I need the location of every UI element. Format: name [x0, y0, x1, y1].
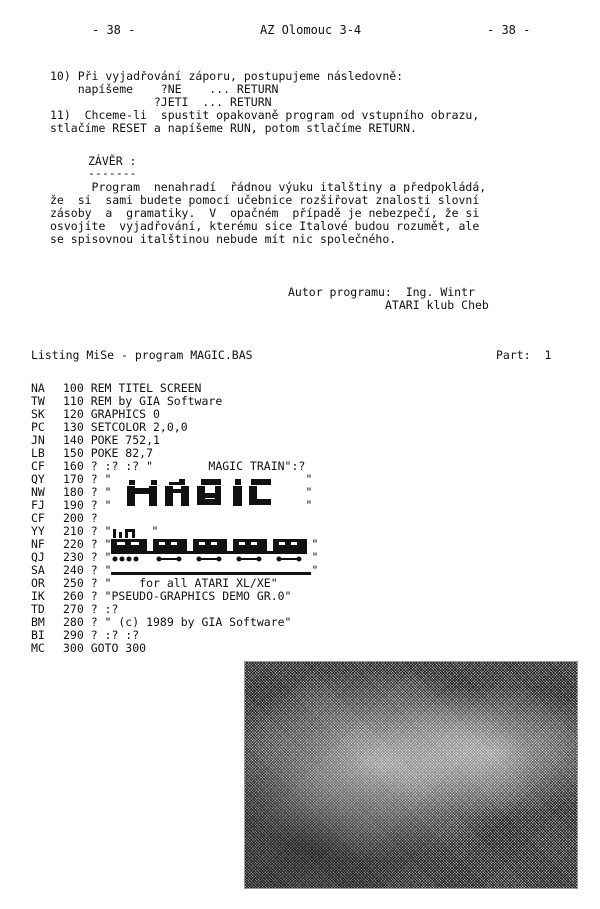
code-line: 250 ? " for all ATARI XL/XE" [63, 576, 278, 590]
checksum-code: SK [31, 407, 45, 421]
checksum-code: CF [31, 511, 45, 525]
conclusion-line: že si sami budete pomocí učebnice rozšiřovat znalosti slovní [50, 193, 480, 207]
checksum-code: QY [31, 472, 45, 486]
code-line: 160 ? :? :? " MAGIC TRAIN":? [63, 459, 306, 473]
code-line: 280 ? " (c) 1989 by GIA Software" [63, 615, 292, 629]
instruction-line: stlačíme RESET a napíšeme RUN, potom stlačíme RETURN. [50, 121, 417, 135]
code-line: 100 REM TITEL SCREEN [63, 381, 202, 395]
checksum-code: IK [31, 589, 45, 603]
checksum-code: PC [31, 420, 45, 434]
checksum-code: NA [31, 381, 45, 395]
conclusion-line: osvojíte vyjadřování, kterému sice Italové budou rozumět, ale [50, 219, 480, 233]
code-line: 290 ? :? :? [63, 628, 140, 642]
checksum-code: MC [31, 641, 45, 655]
checksum-code: TW [31, 394, 45, 408]
checksum-code: NF [31, 537, 45, 551]
conclusion-underline: ------- [88, 166, 137, 180]
author-line: Autor programu: Ing. Wintr [288, 285, 475, 299]
code-line: 190 ? " [63, 498, 112, 512]
code-line: 220 ? " [63, 537, 112, 551]
train-wagons-graphic [111, 538, 311, 551]
journal-title: AZ Olomouc 3-4 [260, 23, 362, 37]
instruction-line: ?JETI ... RETURN [50, 95, 272, 109]
conclusion-text [50, 181, 486, 246]
magic-logo-bottom-graphic [125, 499, 305, 512]
instruction-line: napíšeme ?NE ... RETURN [50, 82, 279, 96]
code-line: 170 ? " [63, 472, 112, 486]
code-line: 300 GOTO 300 [63, 641, 147, 655]
train-wheels-graphic [111, 551, 311, 564]
code-line: 140 POKE 752,1 [63, 433, 160, 447]
checksum-code: QJ [31, 550, 45, 564]
halftone-photo [244, 661, 578, 889]
listing-row: SA 240 ? " " [31, 563, 319, 577]
listing-title: Listing MiSe - program MAGIC.BAS [31, 348, 253, 362]
magic-logo-middle-graphic [125, 486, 305, 499]
instructions-block [50, 70, 479, 135]
conclusion-line: Program nenahradí řádnou výuku italštiny a předpokládá, [50, 180, 487, 194]
code-line: 120 GRAPHICS 0 [63, 407, 160, 421]
code-line: 110 REM by GIA Software [63, 394, 223, 408]
code-line: 260 ? "PSEUDO-GRAPHICS DEMO GR.0" [63, 589, 292, 603]
checksum-code: JN [31, 433, 45, 447]
checksum-code: OR [31, 576, 45, 590]
listing-row: QJ 230 ? " " [31, 550, 319, 564]
checksum-code: LB [31, 446, 45, 460]
checksum-code: SA [31, 563, 45, 577]
checksum-code: CF [31, 459, 45, 473]
listing-row: YY 210 ? " " [31, 524, 159, 538]
basic-listing [31, 382, 318, 655]
checksum-code: BI [31, 628, 45, 642]
listing-row: FJ 190 ? " " [31, 498, 313, 512]
code-line: 210 ? " [63, 524, 112, 538]
checksum-code: NW [31, 485, 45, 499]
code-line: 230 ? " [63, 550, 112, 564]
code-line: 150 POKE 82,7 [63, 446, 154, 460]
code-line: 240 ? " [63, 563, 112, 577]
locomotive-chimney-graphic [111, 525, 151, 538]
listing-row: QY 170 ? " " [31, 472, 313, 486]
checksum-code: YY [31, 524, 45, 538]
conclusion-line: zásoby a gramatiky. V opačném případě je nebezpečí, že si [50, 206, 480, 220]
conclusion-heading: ZÁVĚR : [88, 154, 137, 168]
instruction-line: 11) Chceme-li spustit opakovaně program od vstupního obrazu, [50, 108, 480, 122]
listing-row: NW 180 ? " " [31, 485, 313, 499]
checksum-code: TD [31, 602, 45, 616]
page-number-right: - 38 - [487, 23, 531, 37]
code-line: 270 ? :? [63, 602, 119, 616]
checksum-code: BM [31, 615, 45, 629]
code-line: 180 ? " [63, 485, 112, 499]
code-line: 200 ? [63, 511, 98, 525]
code-line: 130 SETCOLOR 2,0,0 [63, 420, 188, 434]
instruction-line: 10) Při vyjadřování záporu, postupujeme následovně: [50, 69, 404, 83]
page-number-left: - 38 - [92, 23, 136, 37]
listing-part: Part: 1 [496, 348, 552, 362]
conclusion-line: se spisovnou italštinou nebude mít nic společného. [50, 232, 397, 246]
checksum-code: FJ [31, 498, 45, 512]
listing-row [31, 642, 318, 655]
magic-logo-top-graphic [125, 473, 305, 486]
author-club: ATARI klub Cheb [385, 298, 489, 312]
listing-row: NF 220 ? " " [31, 537, 319, 551]
